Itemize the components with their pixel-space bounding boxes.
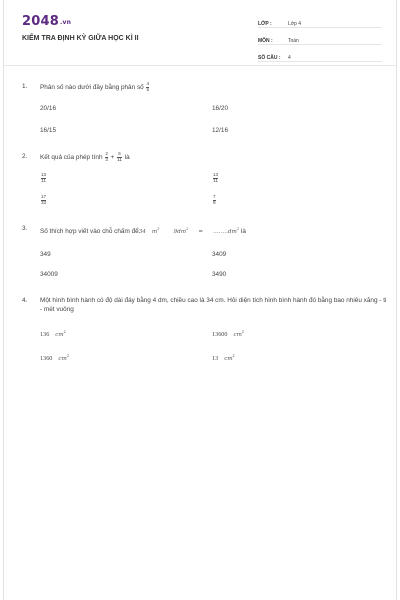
math-unit: dm <box>227 229 237 235</box>
fraction <box>41 173 46 183</box>
fraction-denominator: 11 <box>41 177 46 183</box>
question-4 <box>22 296 388 363</box>
meta-row-question-count <box>258 48 382 62</box>
logo-suffix: .vn <box>59 19 72 26</box>
site-logo[interactable] <box>22 14 71 29</box>
fraction <box>105 152 108 162</box>
meta-value: Lớp 4 <box>288 21 302 27</box>
fraction-numerator: 17 <box>41 194 47 200</box>
meta-value: Toán <box>288 38 299 44</box>
math-exponent: 2 <box>63 330 66 334</box>
answer-option[interactable] <box>40 195 212 205</box>
answer-option[interactable]: 349 <box>40 251 51 258</box>
fraction-numerator: 13 <box>41 172 47 178</box>
meta-label: SỐ CÂU : <box>258 55 281 61</box>
math-exponent: 2 <box>186 226 189 231</box>
question-number: 3. <box>22 225 28 232</box>
question-text-part: là <box>240 228 246 235</box>
answer-options <box>40 173 388 205</box>
fraction-denominator: 11 <box>117 156 122 162</box>
math-unit: cm <box>224 356 233 362</box>
math-number: 34 <box>138 229 146 235</box>
question-text-part: Kết quả của phép tính <box>40 153 103 161</box>
question-text-part: Phân số nào dưới đây bằng phân số <box>40 83 144 91</box>
option-value: 13 <box>212 355 219 362</box>
math-unit: dm <box>177 229 186 235</box>
answer-option[interactable] <box>212 173 384 183</box>
answer-option[interactable] <box>40 352 212 363</box>
fraction-denominator: 5 <box>146 86 150 92</box>
question-2 <box>22 152 388 206</box>
meta-value: 4 <box>288 55 291 61</box>
meta-label: MÔN : <box>258 38 273 44</box>
question-text <box>40 82 388 92</box>
math-exponent: 2 <box>241 330 244 334</box>
fraction-numerator: 13 <box>213 172 219 178</box>
fraction <box>213 173 218 183</box>
question-3 <box>22 224 388 279</box>
operator: + <box>110 153 115 161</box>
fraction-numerator: 4 <box>146 81 150 86</box>
math-unit: cm <box>58 356 67 362</box>
answer-option[interactable]: 12/16 <box>212 127 228 135</box>
math-unit: m <box>151 229 158 235</box>
math-exponent: 2 <box>232 354 235 358</box>
fraction-denominator: 9 <box>213 199 216 205</box>
meta-label: LỚP : <box>258 21 272 27</box>
answer-option[interactable]: 3409 <box>212 251 227 258</box>
question-text-part: là <box>124 153 130 161</box>
exam-meta <box>258 14 382 65</box>
question-text <box>40 224 388 237</box>
answer-options <box>40 105 388 135</box>
fraction-numerator: 5 <box>118 151 121 156</box>
question-1 <box>22 82 388 135</box>
answer-option[interactable] <box>212 195 384 205</box>
question-text-part: Số thích hợp viết vào chỗ chấm để <box>40 228 139 235</box>
question-text: Một hình bình hành có độ dài đáy bằng 4 dm, chiều cao là 34 cm. Hỏi diện tích hình bình hành đó bằng bao nhiêu xăng - ti - mét vuông <box>40 297 387 313</box>
answer-options <box>40 251 388 279</box>
math-equals: = <box>198 229 204 235</box>
math-blank: …….. <box>213 229 228 235</box>
fraction <box>213 195 216 205</box>
math-unit: cm <box>233 332 242 338</box>
exam-title: KIỂM TRA ĐỊNH KỲ GIỮA HỌC KÌ II <box>22 35 139 42</box>
fraction-denominator: 33 <box>41 199 47 205</box>
math-unit: cm <box>55 332 64 338</box>
fraction-numerator: 2 <box>105 151 108 156</box>
math-exponent: 2 <box>157 226 160 231</box>
option-value: 136 <box>40 331 50 338</box>
question-number: 2. <box>22 153 28 160</box>
exam-page <box>3 0 397 600</box>
math-expression <box>138 226 240 235</box>
option-value: 13600 <box>212 331 228 338</box>
answer-option[interactable] <box>212 352 384 363</box>
meta-row-subject <box>258 31 382 45</box>
answer-option[interactable]: 16/15 <box>40 127 56 135</box>
answer-option[interactable] <box>212 328 384 339</box>
meta-row-class <box>258 14 382 28</box>
logo-text: 2048 <box>22 14 59 29</box>
answer-option[interactable]: 34009 <box>40 271 58 278</box>
answer-options <box>40 328 388 363</box>
answer-option[interactable] <box>40 173 212 183</box>
fraction-numerator: 7 <box>213 194 216 200</box>
math-number: 9 <box>173 229 178 235</box>
question-number: 4. <box>22 297 28 304</box>
math-exponent: 2 <box>236 226 240 231</box>
answer-option[interactable] <box>40 328 212 339</box>
exam-header <box>4 0 396 66</box>
question-number: 1. <box>22 83 28 90</box>
option-value: 1360 <box>40 355 53 362</box>
question-text <box>40 152 388 162</box>
fraction <box>117 152 122 162</box>
answer-option[interactable]: 20/16 <box>40 105 56 113</box>
math-exponent: 2 <box>66 354 69 358</box>
answer-option[interactable]: 16/20 <box>212 105 228 113</box>
fraction <box>146 82 149 92</box>
answer-option[interactable]: 3490 <box>212 271 227 278</box>
fraction-denominator: 3 <box>105 156 108 162</box>
fraction-denominator: 11 <box>213 177 218 183</box>
fraction <box>41 195 46 205</box>
